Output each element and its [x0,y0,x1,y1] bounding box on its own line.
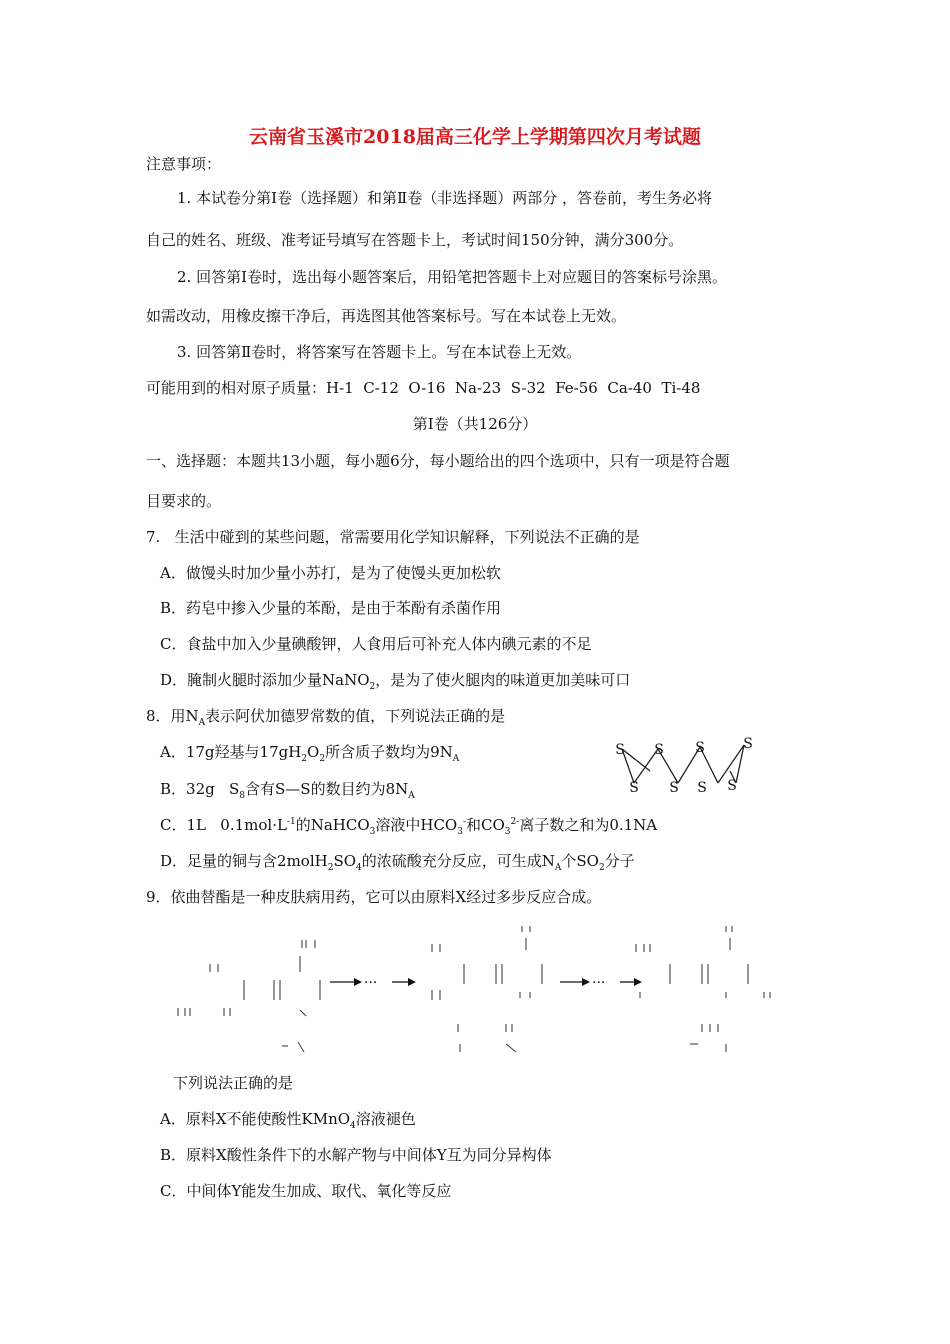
q8-stem: 8．用$N_A$表示阿伏加德罗常数的值，下列说法正确的是 [146,707,506,728]
q7-option-a: A．做馒头时加少量小苏打，是为了使馒头更加松软 [160,564,501,582]
q9-option-b: B．原料X酸性条件下的水解产物与中间体Y互为同分异构体 [160,1146,552,1164]
q7-option-b: B．药皂中掺入少量的苯酚，是由于苯酚有杀菌作用 [160,599,502,617]
s8-atom: S [743,736,753,752]
section-1-instructions-cont: 目要求的。 [146,492,222,510]
reaction-dots: ··· [364,975,378,991]
s8-atom: S [629,780,639,796]
s8-atom: S [697,780,707,796]
notice-item-2-cont: 如需改动，用橡皮擦干净后，再选图其他答案标号。写在本试卷上无效。 [146,307,627,325]
q9-stem: 9．依曲替酯是一种皮肤病用药，它可以由原料X经过多步反应合成。 [146,888,602,906]
page-title: 云南省玉溪市2018届高三化学上学期第四次月考试题 [249,126,701,148]
q7-option-d: D．腌制火腿时添加少量NaNO$_2$，是为了使火腿肉的味道更加美味可口 [160,671,631,692]
notice-heading: 注意事项： [146,155,222,173]
notice-item-1-cont: 自己的姓名、班级、准考证号填写在答题卡上，考试时间150分钟，满分300分。 [146,231,684,249]
reaction-dots: ··· [592,975,606,991]
section-1-instructions: 一、选择题：本题共13小题，每小题6分，每小题给出的四个选项中，只有一项是符合题 [146,452,730,470]
q9-option-c: C．中间体Y能发生加成、取代、氧化等反应 [160,1182,452,1200]
q9-option-a: A．原料X不能使酸性KMnO$_4$溶液褪色 [160,1110,416,1131]
q7-option-c: C．食盐中加入少量碘酸钾，人食用后可补充人体内碘元素的不足 [160,635,592,653]
q9-reaction-scheme [170,920,790,1060]
notice-item-2: 2. 回答第Ⅰ卷时，选出每小题答案后，用铅笔把答题卡上对应题目的答案标号涂黑。 [177,268,728,286]
notice-item-1: 1. 本试卷分第Ⅰ卷（选择题）和第Ⅱ卷（非选择题）两部分 ，答卷前，考生务必将 [177,189,712,207]
reaction-arrow [560,978,590,986]
s8-atom: S [695,740,705,756]
q8-option-b: B．32g $S_8$含有S—S的数目约为$8N_A$ [160,780,415,801]
s8-atom: S [654,742,664,758]
q8-option-c: C．1L $0.1mol\cdot L^{-1}$的NaHCO$_3$溶液中$HCO_3^-$和$CO_3^{2-}$离子数之和为0.1NA [160,816,658,837]
q9-prompt: 下列说法正确的是 [173,1074,294,1092]
reaction-arrow [392,978,416,986]
reaction-arrow [330,978,362,986]
s8-atom: S [727,778,737,794]
q8-option-d: D．足量的铜与含$2molH_2SO_4$的浓硫酸充分反应，可生成$N_A$个$SO_2$分子 [160,852,635,873]
part-1-heading: 第Ⅰ卷（共126分） [412,415,538,433]
s8-atom: S [615,742,625,758]
q7-stem: 7. 生活中碰到的某些问题，常需要用化学知识解释，下列说法不正确的是 [146,528,640,546]
reaction-arrow [620,978,642,986]
q8-option-a: A．17g羟基与$17gH_2O_2$所含质子数均为$9N_A$ [160,743,460,764]
atomic-masses: 可能用到的相对原子质量：H-1 C-12 O-16 Na-23 S-32 Fe-56 Ca-40 Ti-48 [146,379,701,397]
s8-structure-diagram [608,730,768,800]
s8-atom: S [669,780,679,796]
notice-item-3: 3. 回答第Ⅱ卷时，将答案写在答题卡上。写在本试卷上无效。 [177,343,582,361]
